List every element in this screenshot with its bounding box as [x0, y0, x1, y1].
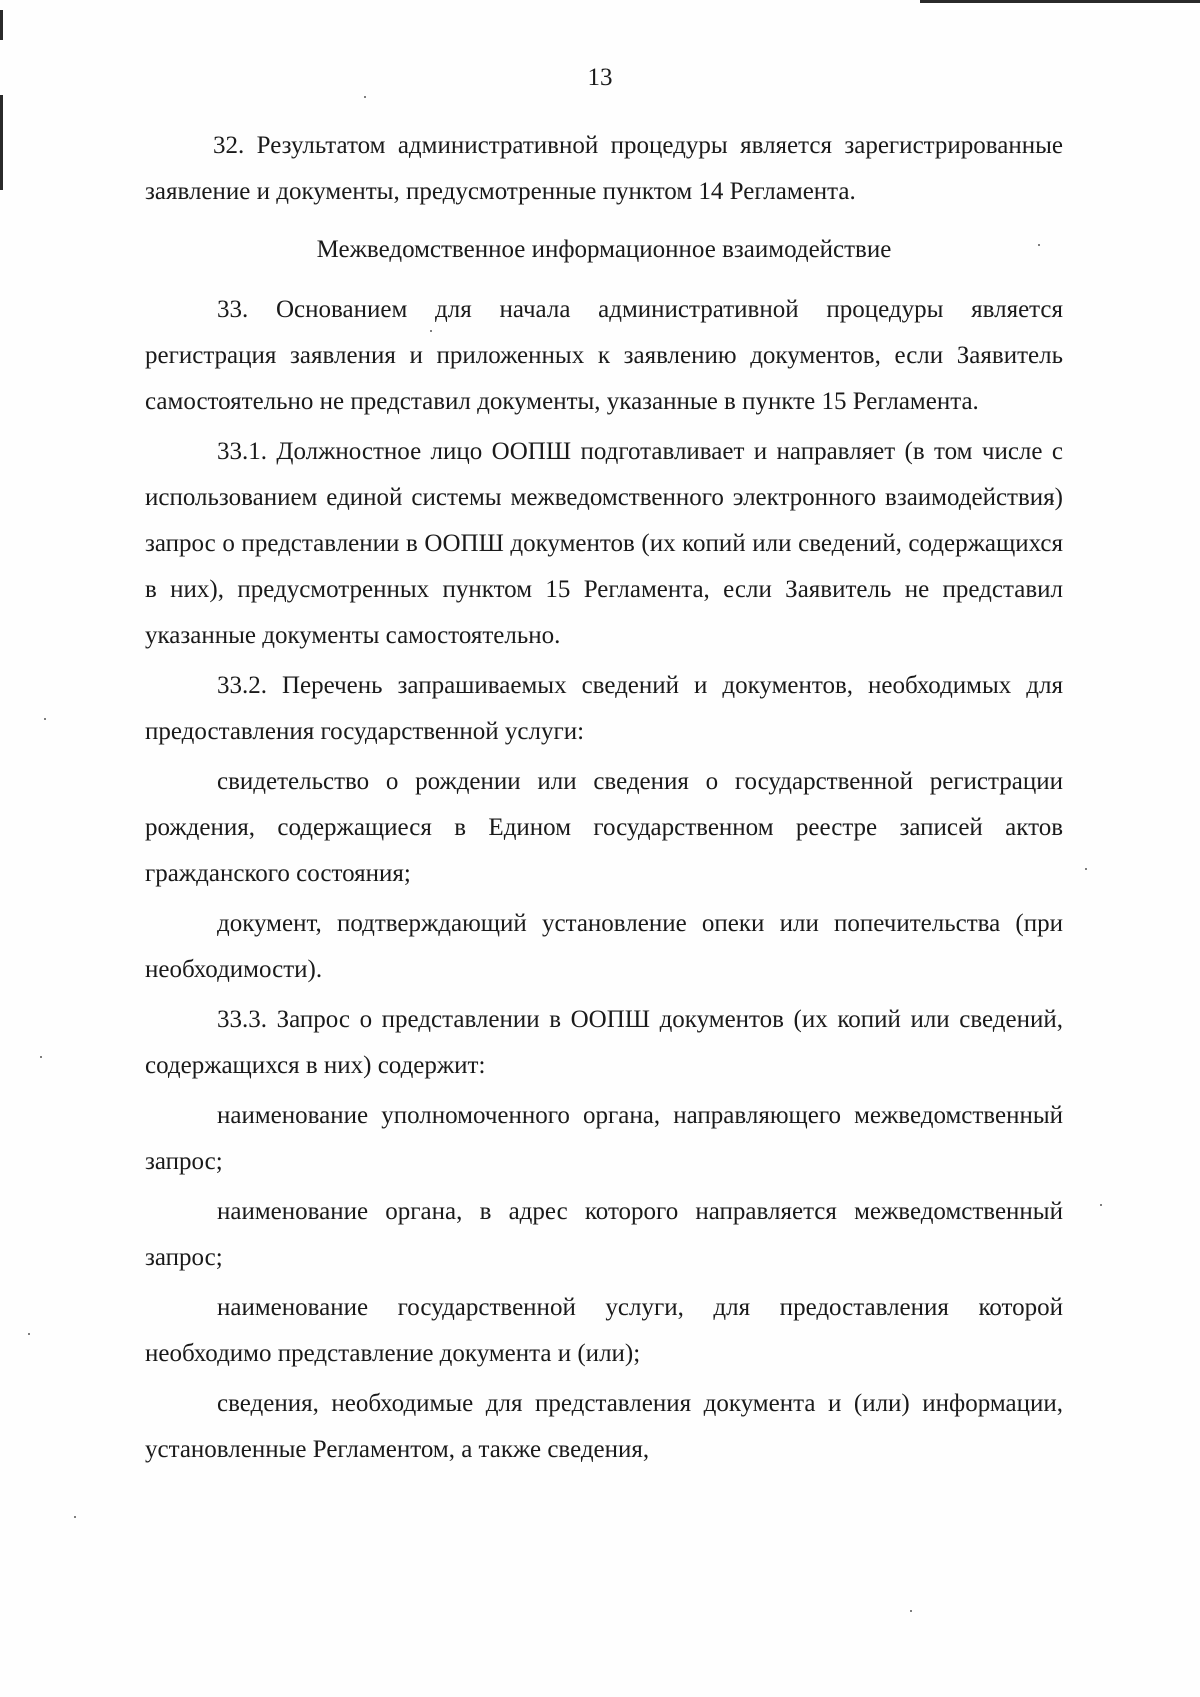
list-item-required-info: сведения, необходимые для представления документа и (или) информации, установленные Регламентом, а также сведения, — [145, 1390, 1063, 1463]
scan-edge-line — [920, 0, 1200, 3]
paragraph-33-1: 33.1. Должностное лицо ООПШ подготавливает и направляет (в том числе с использованием единой системы межведомственного электронного взаимодействия) запрос о представлении в ООПШ документов (их копий или сведений, содержащихся в них), предусмотренных пунктом 15 Регламента, если Заявитель не представил указанные документы самостоятельно. — [145, 438, 1063, 649]
scan-speck — [1085, 868, 1087, 870]
scan-edge-mark — [0, 95, 3, 190]
scan-speck — [28, 1333, 30, 1335]
list-item-guardianship: документ, подтверждающий установление опеки или попечительства (при необходимости). — [145, 910, 1063, 983]
scan-speck — [1100, 1204, 1102, 1206]
paragraph-32: 32. Результатом административной процедуры является зарегистрированные заявление и документы, предусмотренные пунктом 14 Регламента. — [145, 132, 1063, 205]
document-body — [145, 123, 1063, 1473]
scan-speck — [74, 1516, 76, 1518]
paragraph-33-3: 33.3. Запрос о представлении в ООПШ документов (их копий или сведений, содержащихся в них) содержит: — [145, 1006, 1063, 1079]
scan-speck — [910, 1610, 912, 1612]
paragraph-33-2: 33.2. Перечень запрашиваемых сведений и документов, необходимых для предоставления государственной услуги: — [145, 672, 1063, 745]
section-heading: Межведомственное информационное взаимодействие — [316, 236, 892, 263]
paragraph-33: 33. Основанием для начала административной процедуры является регистрация заявления и приложенных к заявлению документов, если Заявитель самостоятельно не представил документы, указанные в пункте 15 Регламента. — [145, 296, 1063, 415]
scan-edge-mark — [0, 10, 3, 40]
list-item-authority-name: наименование уполномоченного органа, направляющего межведомственный запрос; — [145, 1102, 1063, 1175]
page-number: 13 — [587, 64, 613, 91]
list-item-recipient-name: наименование органа, в адрес которого направляется межведомственный запрос; — [145, 1198, 1063, 1271]
scan-speck — [364, 96, 366, 98]
list-item-service-name: наименование государственной услуги, для предоставления которой необходимо представление документа и (или); — [145, 1294, 1063, 1367]
list-item-birth-certificate: свидетельство о рождении или сведения о государственной регистрации рождения, содержащиеся в Едином государственном реестре записей актов гражданского состояния; — [145, 768, 1063, 887]
scan-speck — [44, 718, 46, 720]
scan-speck — [40, 1056, 42, 1058]
